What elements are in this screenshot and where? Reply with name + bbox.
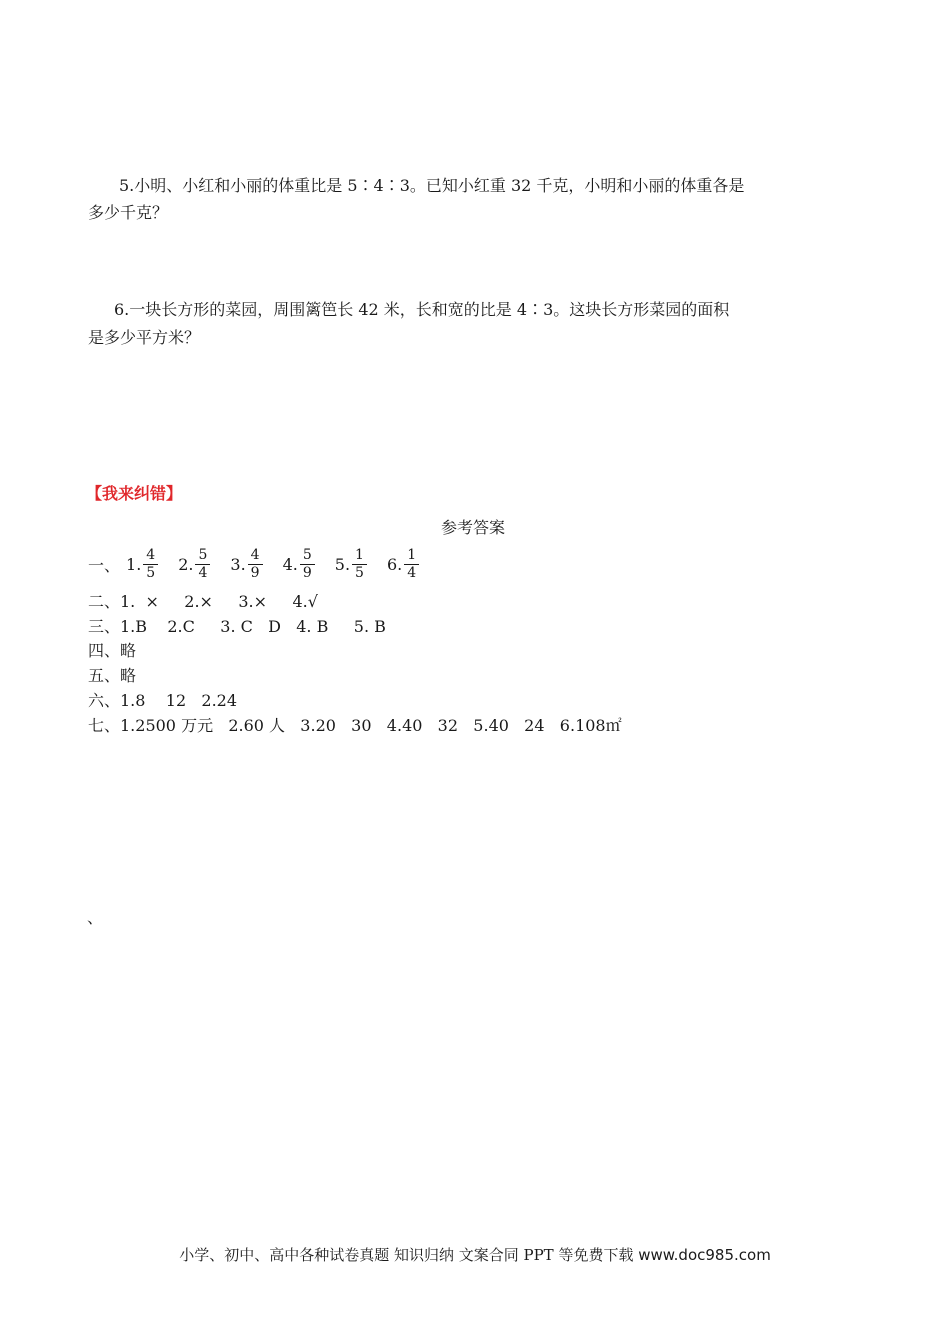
fraction [300,547,315,582]
problem-6-line-1: 6.一块长方形的菜园，周围篱笆长 42 米，长和宽的比是 4∶3。这块长方形菜园的面积 [114,300,730,319]
fraction [143,547,158,582]
answer-1-5 [335,547,367,582]
answer-1-4 [283,547,315,582]
numerator: 5 [300,547,315,565]
answer-prefix: 4. [282,554,298,574]
answer-1-1 [126,547,158,582]
answer-prefix: 6. [386,554,403,574]
footer-text: 小学、初中、高中各种试卷真题 知识归纳 文案合同 PPT 等免费下载 [179,1246,634,1264]
answer-prefix: 3. [230,554,246,574]
numerator: 1 [404,547,419,565]
footer-url[interactable]: www.doc985.com [638,1246,771,1264]
answer-section-5: 五、略 [88,666,137,685]
answer-prefix: 2. [178,554,194,574]
answer-section-1 [88,540,439,588]
answer-prefix: 1. [126,554,142,574]
problem-5-line-1: 5.小明、小红和小丽的体重比是 5∶4∶3。已知小红重 32 千克，小明和小丽的体重各是 [119,176,745,195]
answer-section-2: 二、1. × 2.× 3.× 4.√ [88,592,318,611]
answer-section-6: 六、1.8 12 2.24 [88,691,238,710]
footer [0,1245,950,1265]
problem-5-line-2: 多少千克？ [88,203,169,222]
numerator: 1 [352,547,367,565]
answer-prefix: 5. [334,554,351,574]
answer-1-3 [230,547,262,582]
numerator: 4 [248,547,263,565]
fraction [195,547,210,582]
fraction [404,547,419,582]
answer-section-7: 七、1.2500 万元 2.60 人 3.20 30 4.40 32 5.40 24 6.108㎡ [88,716,622,735]
answers-title: 参考答案 [441,518,506,537]
denominator: 9 [302,564,312,581]
denominator: 5 [355,564,364,581]
answer-1-2 [178,547,210,582]
denominator: 9 [250,564,260,581]
denominator: 5 [146,564,156,581]
answer-section-4: 四、略 [88,641,137,660]
problem-6-line-2: 是多少平方米？ [88,328,201,347]
answer-section-1-label: 一、 [88,555,121,575]
denominator: 4 [407,564,417,581]
correction-heading: 【我来纠错】 [86,484,183,503]
numerator: 4 [143,547,158,565]
answer-section-3: 三、1.B 2.C 3. C D 4. B 5. B [88,617,386,636]
stray-mark: 、 [87,908,104,927]
fraction [352,547,367,582]
answer-1-6 [387,547,419,582]
fraction [248,547,263,582]
denominator: 4 [198,564,208,581]
numerator: 5 [195,547,210,565]
